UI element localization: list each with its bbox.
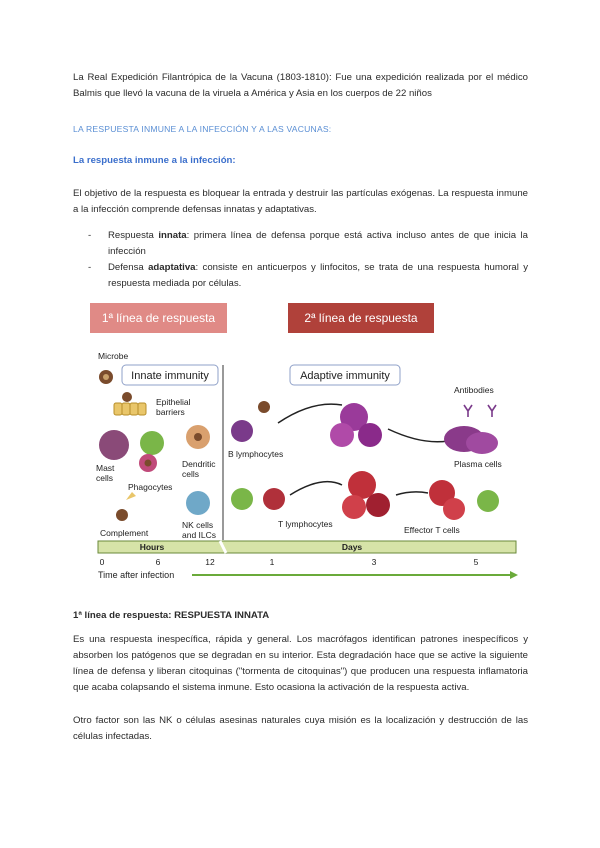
dendritic-label-1: Dendritic: [182, 459, 216, 469]
tick-1: 1: [269, 557, 275, 567]
tick-5: 5: [473, 557, 479, 567]
t-lymphocytes-label: T lymphocytes: [278, 519, 333, 529]
objective-paragraph: El objetivo de la respuesta es bloquear la entrada y destruir las partículas exógenas. La respuesta inmune a la infección comprende defensas innatas y adaptativas.: [73, 188, 528, 215]
first-line-banner: 1ª línea de respuesta: [90, 303, 227, 333]
microbe-label: Microbe: [98, 351, 129, 361]
effector-t-cell-icon: [429, 480, 499, 520]
engulfed-microbe-icon: [145, 460, 152, 467]
bullet-text: Defensa: [108, 262, 149, 273]
dendritic-cell-icon: [186, 425, 210, 449]
tick-0: 0: [99, 557, 105, 567]
epithelial-label-2: barriers: [156, 407, 185, 417]
bullet-text: : primera línea de defensa porque está activa incluso antes de que inicia la infección: [108, 230, 529, 257]
bullet-text: : consiste en anticuerpos y linfocitos, se trata de una respuesta humoral y respuesta mediada por células.: [108, 262, 528, 289]
nk-paragraph: Otro factor son las NK o células asesinas naturales cuya misión es la localización y destrucción de las células infectadas.: [73, 715, 528, 742]
tick-6: 6: [155, 557, 161, 567]
b-lymphocyte-icon: [231, 401, 270, 442]
phagocyte-icon: [140, 431, 164, 455]
epithelial-label-1: Epithelial: [156, 397, 191, 407]
nk-cell-icon: [186, 491, 210, 515]
hours-label: Hours: [139, 542, 165, 552]
second-line-banner: 2ª línea de respuesta: [288, 303, 434, 333]
bullet-dash: -: [88, 230, 92, 241]
mast-label-2: cells: [96, 473, 114, 483]
plasma-label: Plasma cells: [454, 459, 502, 469]
bullet-dash: -: [88, 262, 92, 273]
bullet-text: Respuesta: [108, 230, 159, 241]
intro-paragraph: La Real Expedición Filantrópica de la Vacuna (1803-1810): Fue una expedición realizada por el médico Balmis que llevó la vacuna de la viruela a América y Asia en los cuerpos de 22 niños: [73, 72, 528, 99]
innate-paragraph: Es una respuesta inespecífica, rápida y general. Los macrófagos identifican patrones inespecíficos y absorben los patógenos que se degradan en su interior. Esta degradación hace que se active la siguiente línea de defensa y liberan citoquinas ("tormenta de citoquinas") que producen una respuesta inflamatoria que acaba colapsando el sistema inmune. Esto ocasiona la activación de la respuesta activa.: [73, 634, 528, 693]
antibodies-label: Antibodies: [454, 385, 494, 395]
section-title: LA RESPUESTA INMUNE A LA INFECCIÓN Y A LAS VACUNAS:: [73, 124, 332, 134]
nk-label-1: NK cells: [182, 520, 214, 530]
innate-heading: 1ª línea de respuesta: RESPUESTA INNATA: [73, 610, 270, 621]
bullet-list: [88, 228, 528, 292]
mast-cell-icon: [99, 430, 129, 460]
t-arrow: [290, 482, 342, 495]
phagocytes-label: Phagocytes: [128, 482, 173, 492]
t-cell-cluster-icon: [342, 471, 390, 519]
time-arrow-head: [510, 571, 518, 579]
dendritic-label-2: cells: [182, 469, 200, 479]
days-label: Days: [341, 542, 363, 552]
bullet-innate: [88, 228, 528, 260]
bullet-keyword: innata: [158, 230, 187, 241]
time-axis-label: Time after infection: [98, 570, 175, 580]
immunity-figure: [92, 345, 522, 585]
innate-header: Innate immunity: [131, 370, 209, 382]
b-lymphocytes-label: B lymphocytes: [228, 449, 284, 459]
complement-icon: [116, 492, 136, 521]
bullet-adaptive: [88, 260, 528, 292]
nk-label-2: and ILCs: [182, 530, 217, 540]
t-lymphocyte-icon: [231, 488, 285, 510]
adaptive-header: Adaptive immunity: [300, 370, 390, 382]
epithelial-cells-icon: [114, 392, 146, 415]
tick-12: 12: [205, 557, 215, 567]
plasma-arrow: [388, 429, 448, 442]
b-arrow: [278, 404, 342, 423]
tick-3: 3: [371, 557, 377, 567]
b-cell-cluster-icon: [330, 403, 382, 447]
subtitle: La respuesta inmune a la infección:: [73, 155, 236, 166]
effector-arrow: [396, 492, 428, 495]
microbe-icon: [99, 370, 113, 384]
bullet-keyword: adaptativa: [148, 262, 196, 273]
plasma-cell-icon: [444, 426, 498, 454]
effector-label: Effector T cells: [404, 525, 460, 535]
mast-label-1: Mast: [96, 463, 115, 473]
complement-label: Complement: [100, 528, 149, 538]
antibody-icon: [464, 405, 496, 417]
